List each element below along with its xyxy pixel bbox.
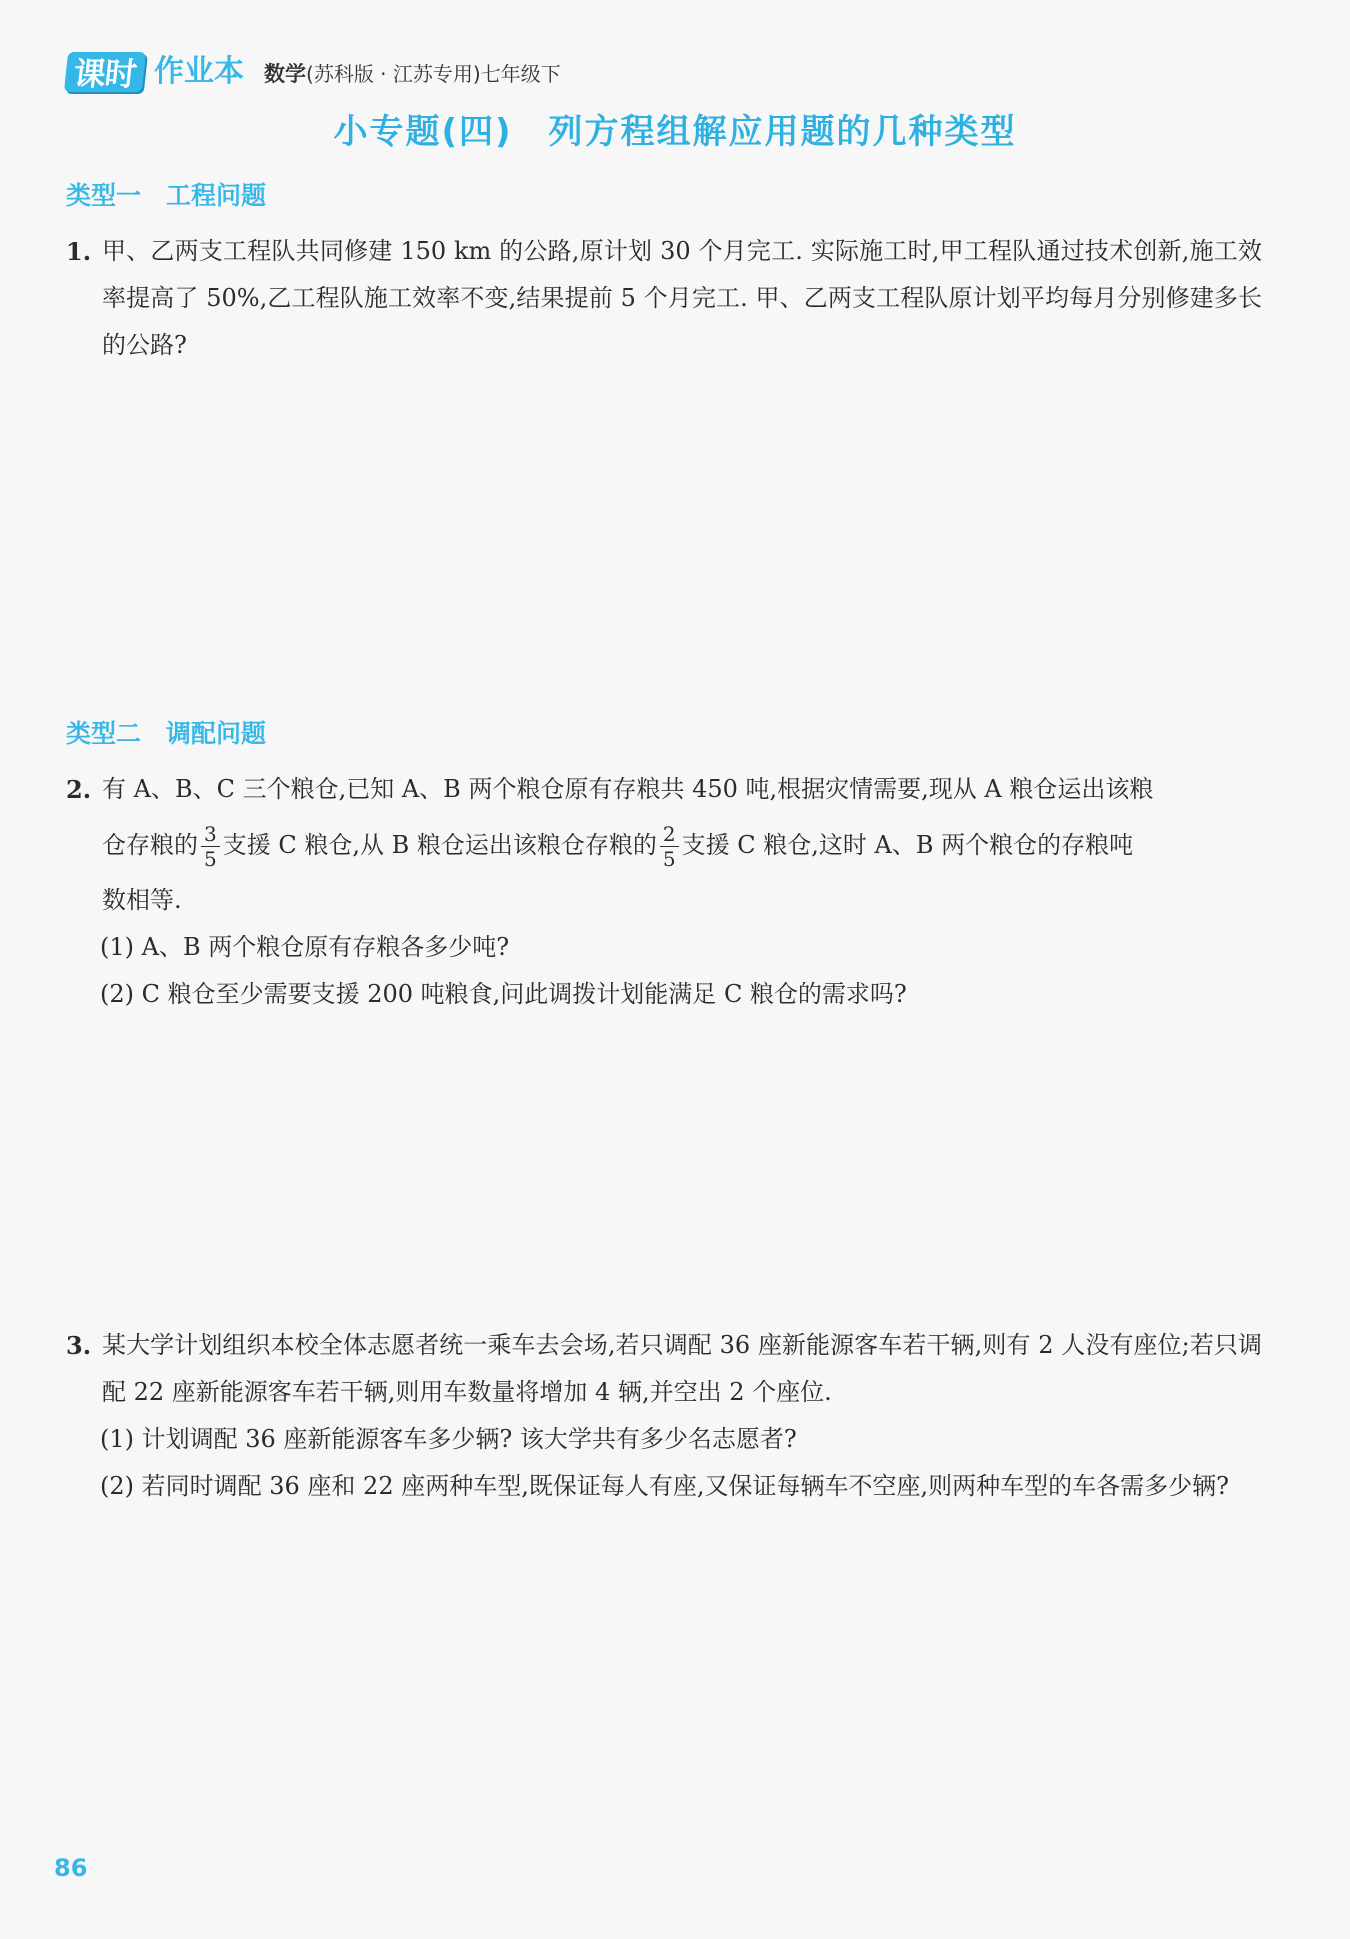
problem-number: 1.	[66, 237, 92, 266]
page-header	[66, 48, 561, 92]
fraction	[201, 822, 220, 871]
problem-2	[66, 766, 1262, 1018]
text-segment: 支援 C 粮仓,从 B 粮仓运出该粮仓存粮的	[222, 831, 657, 859]
text-segment: 仓存粮的	[102, 831, 198, 859]
sub-question-1: (1) 计划调配 36 座新能源客车多少辆? 该大学共有多少名志愿者?	[100, 1425, 797, 1453]
fraction-denominator: 5	[204, 847, 217, 871]
page-number: 86	[54, 1854, 88, 1882]
problem-number: 3.	[66, 1331, 92, 1360]
sub-question-2: (2) C 粮仓至少需要支援 200 吨粮食,问此调拨计划能满足 C 粮仓的需求吗?	[100, 980, 907, 1008]
book-subject: 数学	[264, 62, 307, 86]
fraction-denominator: 5	[662, 847, 676, 871]
text-segment: 支援 C 粮仓,这时 A、B 两个粮仓的存粮吨	[681, 831, 1134, 859]
series-logo-badge: 课时	[64, 52, 146, 92]
fraction	[660, 822, 679, 871]
type2-heading: 类型二 调配问题	[66, 719, 267, 748]
problem-number: 2.	[66, 775, 92, 804]
problem-1	[66, 228, 1262, 369]
problem-line-with-fractions	[102, 813, 1262, 877]
problem-line: 有 A、B、C 三个粮仓,已知 A、B 两个粮仓原有存粮共 450 吨,根据灾情需要,现从 A 粮仓运出该粮	[102, 775, 1154, 803]
fraction-numerator: 2	[660, 822, 679, 847]
problem-text	[102, 766, 1262, 924]
type1-heading: 类型一 工程问题	[66, 181, 267, 210]
sub-question-1: (1) A、B 两个粮仓原有存粮各多少吨?	[100, 933, 510, 961]
book-edition: (苏科版 · 江苏专用)七年级下	[306, 62, 561, 86]
sub-question-2: (2) 若同时调配 36 座和 22 座两种车型,既保证每人有座,又保证每辆车不空座,则两种车型的车各需多少辆?	[100, 1472, 1229, 1500]
series-logo-text: 作业本	[154, 54, 245, 89]
problem-text: 甲、乙两支工程队共同修建 150 km 的公路,原计划 30 个月完工. 实际施工时,甲工程队通过技术创新,施工效率提高了 50%,乙工程队施工效率不变,结果提前 5 个月完工. 甲、乙两支工程队原计划平均每月分别修建多长的公路?	[102, 237, 1262, 359]
problem-text: 某大学计划组织本校全体志愿者统一乘车去会场,若只调配 36 座新能源客车若干辆,则有 2 人没有座位;若只调配 22 座新能源客车若干辆,则用车数量将增加 4 辆,并空出 2 个座位.	[102, 1331, 1262, 1406]
problem-line: 数相等.	[102, 886, 182, 914]
fraction-numerator: 3	[201, 822, 220, 847]
problem-3	[66, 1322, 1262, 1510]
topic-title: 小专题(四) 列方程组解应用题的几种类型	[333, 112, 1017, 152]
